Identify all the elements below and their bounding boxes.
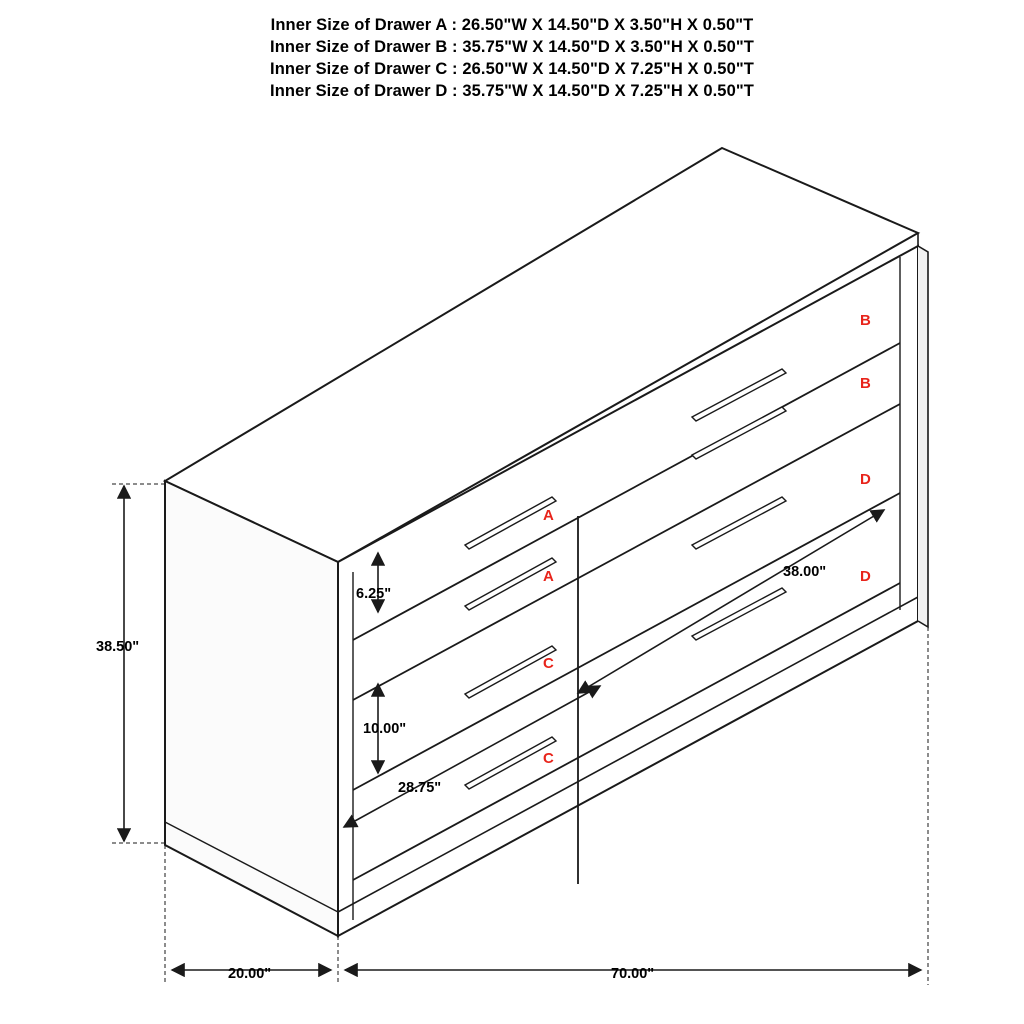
drawer-label-a-2: A [543, 568, 554, 585]
dim-label-drawer-width-large: 38.00" [783, 564, 827, 580]
drawer-label-a-1: A [543, 507, 554, 524]
drawer-spec-line-c: Inner Size of Drawer C : 26.50"W X 14.50"D X 7.25"H X 0.50"T [270, 60, 754, 78]
drawer-label-b-2: B [860, 375, 871, 392]
drawer-label-c-1: C [543, 655, 554, 672]
dim-label-depth-overall: 20.00" [228, 966, 272, 982]
cabinet-body [165, 148, 928, 936]
dim-label-drawer-width-small: 28.75" [398, 780, 442, 796]
drawer-spec-line-a: Inner Size of Drawer A : 26.50"W X 14.50"D X 3.50"H X 0.50"T [270, 16, 754, 34]
dim-label-drawer-height-small: 6.25" [356, 586, 392, 602]
dim-label-drawer-height-large: 10.00" [363, 721, 407, 737]
drawer-label-b-1: B [860, 312, 871, 329]
drawer-spec-line-b: Inner Size of Drawer B : 35.75"W X 14.50"D X 3.50"H X 0.50"T [270, 38, 754, 56]
drawer-spec-line-d: Inner Size of Drawer D : 35.75"W X 14.50"D X 7.25"H X 0.50"T [270, 82, 754, 100]
cabinet-right-return [918, 246, 928, 627]
drawer-label-d-1: D [860, 471, 871, 488]
drawer-label-c-2: C [543, 750, 554, 767]
dim-label-width-overall: 70.00" [611, 966, 655, 982]
drawer-label-d-2: D [860, 568, 871, 585]
dim-label-height-overall: 38.50" [96, 639, 140, 655]
